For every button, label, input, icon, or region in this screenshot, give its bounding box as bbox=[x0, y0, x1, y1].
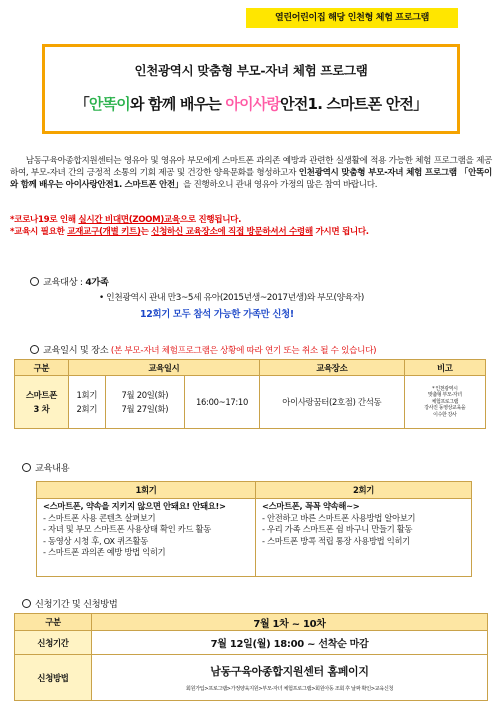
content-table bbox=[36, 481, 472, 577]
schedule-header: 비고 bbox=[404, 360, 485, 376]
apply-table bbox=[14, 613, 488, 701]
apply-method-value: 남동구육아종합지원센터 홈페이지 bbox=[210, 665, 369, 678]
apply-header: 구분 bbox=[15, 614, 92, 631]
schedule-section: 교육일시 및 장소 (본 부모-자녀 체험프로그램은 상황에 따라 연기 또는 취소 될 수 있습니다) bbox=[30, 342, 376, 356]
target-detail: • 인천광역시 관내 만3~5세 유아(2015년생~2017년생)와 부모(양육자) bbox=[99, 293, 364, 303]
apply-period-label: 신청기간 bbox=[15, 631, 92, 655]
schedule-header: 구분 bbox=[15, 360, 69, 376]
bullet-circle-icon bbox=[22, 599, 31, 608]
schedule-time: 16:00~17:10 bbox=[185, 376, 260, 429]
apply-method-label: 신청방법 bbox=[15, 655, 92, 701]
bullet-circle-icon bbox=[30, 277, 39, 286]
target-section: 교육대상 : 4가족 bbox=[30, 274, 109, 288]
title-name-green: 안똑이 bbox=[88, 95, 130, 113]
schedule-table bbox=[14, 359, 486, 429]
schedule-remarks: * 인천광역시 맞춤형 부모-자녀 체험프로그램 강사진 동영상교육을 이수한 강사 bbox=[404, 376, 485, 429]
apply-method-cell bbox=[92, 655, 488, 701]
title-line-1: 인천광역시 맞춤형 부모-자녀 체험 프로그램 bbox=[134, 63, 368, 78]
schedule-place: 아이사랑꿈터(2호점) 간석동 bbox=[259, 376, 404, 429]
schedule-header: 교육일시 bbox=[68, 360, 259, 376]
title-box bbox=[42, 44, 460, 134]
apply-section: 신청기간 및 신청방법 bbox=[22, 596, 117, 610]
schedule-sessions: 1회기 2회기 bbox=[68, 376, 105, 429]
content-section: 교육내용 bbox=[22, 460, 69, 474]
schedule-program: 스마트폰 3 차 bbox=[15, 376, 69, 429]
kit-note: *교육시 필요한 교재교구(개별 키트)는 신청하신 교육장소에 직접 방문하셔서 수령해 가시면 됩니다. bbox=[10, 227, 369, 237]
content-col-1: <스마트폰, 약속을 지키지 않으면 안돼요! 안돼요!> - 스마트폰 사용 콘텐츠 살펴보기 - 자녀 및 부모 스마트폰 사용상태 확인 카드 활동 - 동영상 시청 후, OX 퀴즈활동 - 스마트폰 과의존 예방 방법 익히기 bbox=[37, 499, 256, 577]
program-tag: 열린어린이집 해당 인천형 체험 프로그램 bbox=[246, 8, 458, 28]
apply-period-value: 7월 12일(월) 18:00 ~ 선착순 마감 bbox=[92, 631, 488, 655]
content-header: 2회기 bbox=[256, 482, 472, 499]
bullet-circle-icon bbox=[22, 463, 31, 472]
content-col-2: <스마트폰, 꼭꼭 약속해~> - 안전하고 바른 스마트폰 사용방법 알아보기 - 우리 가족 스마트폰 쉼 바구니 만들기 활동 - 스마트폰 방콕 적립 통장 사용방법 익히기 bbox=[256, 499, 472, 577]
intro-paragraph: 남동구육아종합지원센터는 영유아 및 영유아 부모에게 스마트폰 과의존 예방과 관련한 실생활에 적용 가능한 체험 프로그램을 제공하여, 부모-자녀 간의 긍정적 소통의 기회 제공 및 건강한 양육문화를 형성하고자 인천광역시 맞춤형 부모-자녀 체험 프로그램 「안똑이와 함께 배우는 아이사랑안전1. 스마트폰 안전」을 진행하오니 관내 영유아 가정의 많은 참여 바랍니다. bbox=[10, 156, 492, 190]
target-highlight: 12회기 모두 참석 가능한 가족만 신청! bbox=[140, 309, 294, 320]
title-name-pink: 아이사랑 bbox=[225, 95, 281, 113]
apply-method-path: 회원가입>프로그램>가정양육지원>부모-자녀 체험프로그램>회원아동 조회 후 날짜 확인>교육신청 bbox=[185, 686, 394, 692]
apply-header-value: 7월 1차 ~ 10차 bbox=[92, 614, 488, 631]
title-line-2: 「안똑이와 함께 배우는 아이사랑안전1. 스마트폰 안전」 bbox=[74, 95, 428, 113]
zoom-note: *코로나19로 인해 실시간 비대면(ZOOM)교육으로 진행됩니다. bbox=[10, 215, 242, 225]
bullet-circle-icon bbox=[30, 345, 39, 354]
schedule-header: 교육장소 bbox=[259, 360, 404, 376]
schedule-dates: 7월 20일(화) 7월 27일(화) bbox=[105, 376, 184, 429]
content-header: 1회기 bbox=[37, 482, 256, 499]
